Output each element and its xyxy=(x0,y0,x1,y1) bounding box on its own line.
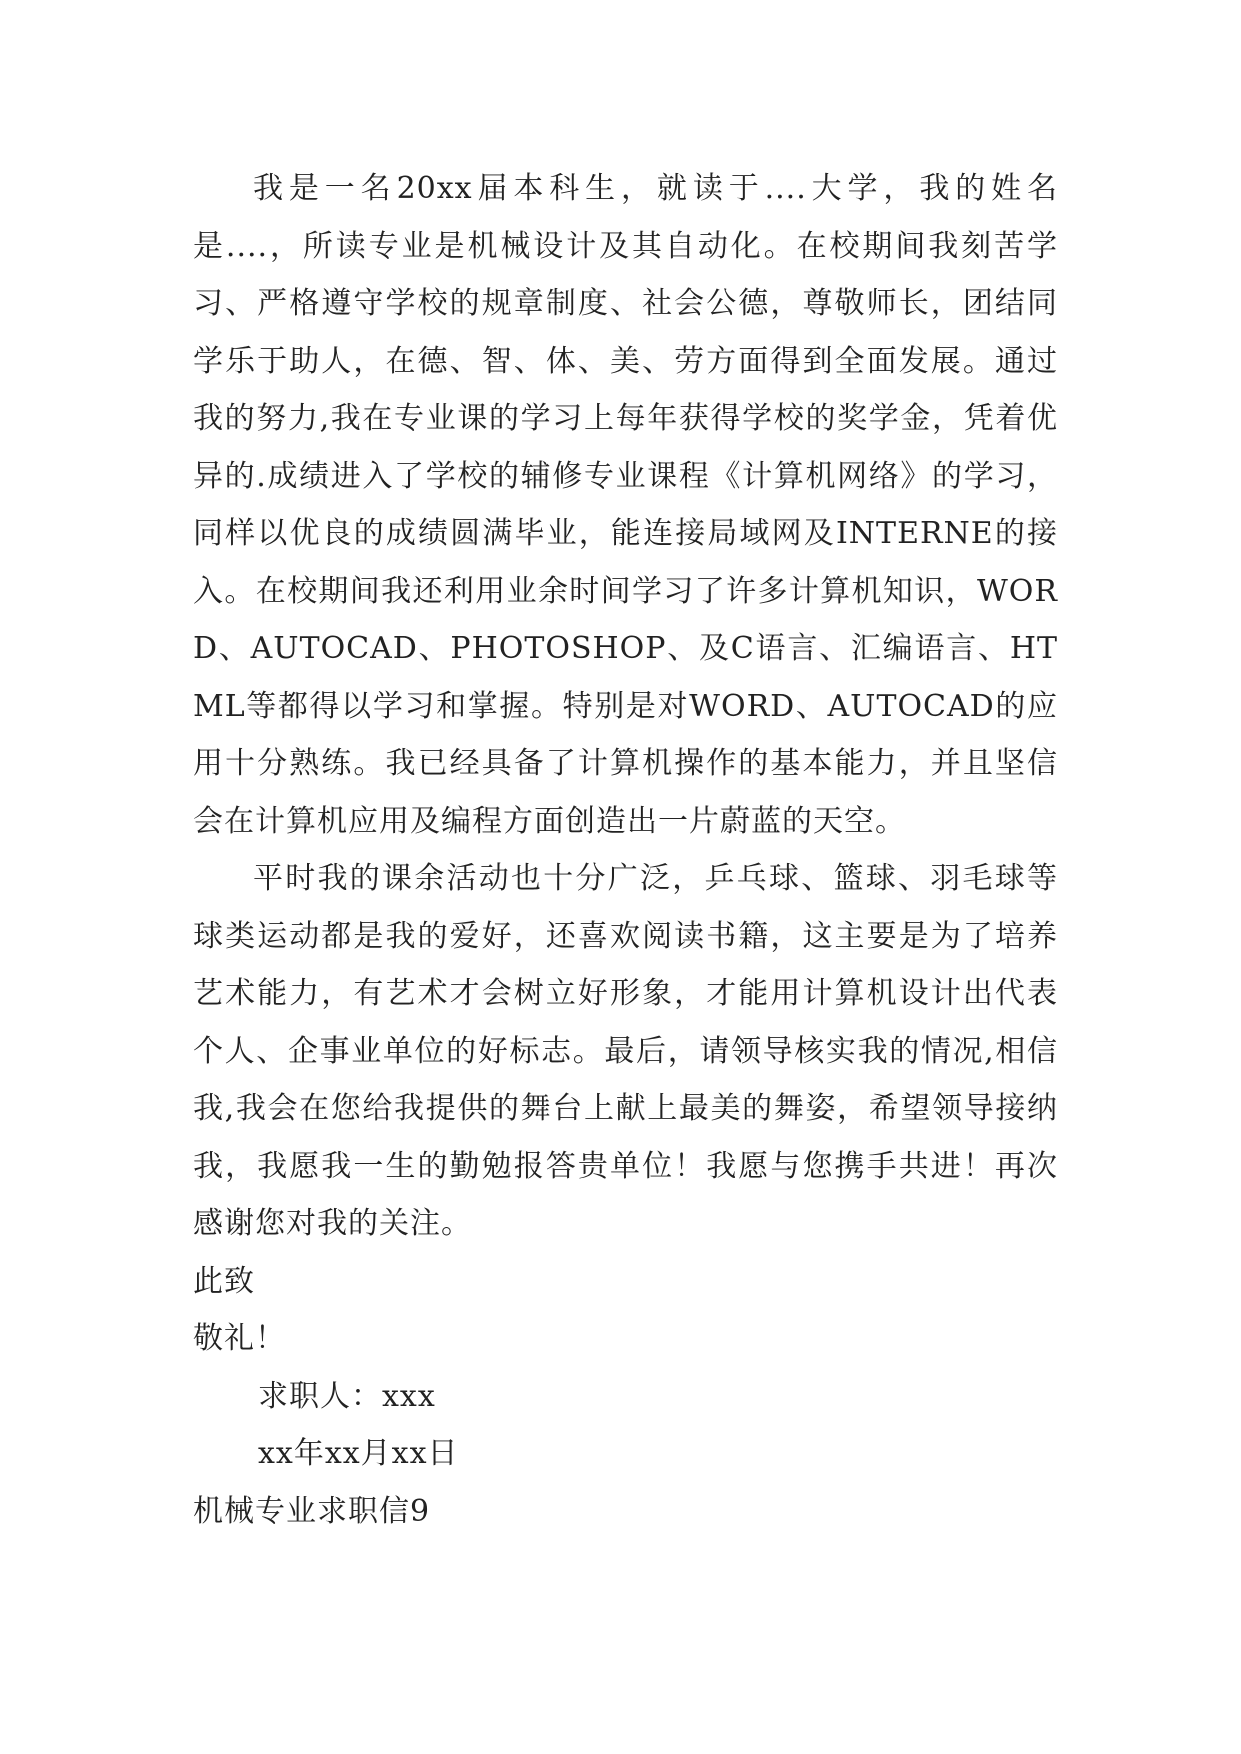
body-paragraph-2: 平时我的课余活动也十分广泛，乒乓球、篮球、羽毛球等球类运动都是我的爱好，还喜欢阅读书籍，这主要是为了培养艺术能力，有艺术才会树立好形象，才能用计算机设计出代表个人、企事业单位的好标志。最后，请领导核实我的情况,相信我,我会在您给我提供的舞台上献上最美的舞姿，希望领导接纳我，我愿我一生的勤勉报答贵单位！我愿与您携手共进！再次感谢您对我的关注。 xyxy=(193,861,1058,1241)
letter-body xyxy=(193,160,1058,1540)
applicant-signature: 求职人：xxx xyxy=(258,1378,436,1414)
body-paragraph-1: 我是一名20xx届本科生，就读于....大学，我的姓名是....，所读专业是机械设计及其自动化。在校期间我刻苦学习、严格遵守学校的规章制度、社会公德，尊敬师长，团结同学乐于助人，在德、智、体、美、劳方面得到全面发展。通过我的努力,我在专业课的学习上每年获得学校的奖学金，凭着优异的.成绩进入了学校的辅修专业课程《计算机网络》的学习，同样以优良的成绩圆满毕业，能连接局域网及INTERNE的接入。在校期间我还利用业余时间学习了许多计算机知识，WORD、AUTOCAD、PHOTOSHOP、及C语言、汇编语言、HTML等都得以学习和掌握。特别是对WORD、AUTOCAD的应用十分熟练。我已经具备了计算机操作的基本能力，并且坚信会在计算机应用及编程方面创造出一片蔚蓝的天空。 xyxy=(193,171,1058,839)
letter-date: xx年xx月xx日 xyxy=(258,1436,459,1471)
next-section-title: 机械专业求职信9 xyxy=(193,1493,431,1529)
closing-regards: 敬礼！ xyxy=(193,1321,286,1356)
closing-salutation: 此致 xyxy=(193,1263,255,1299)
